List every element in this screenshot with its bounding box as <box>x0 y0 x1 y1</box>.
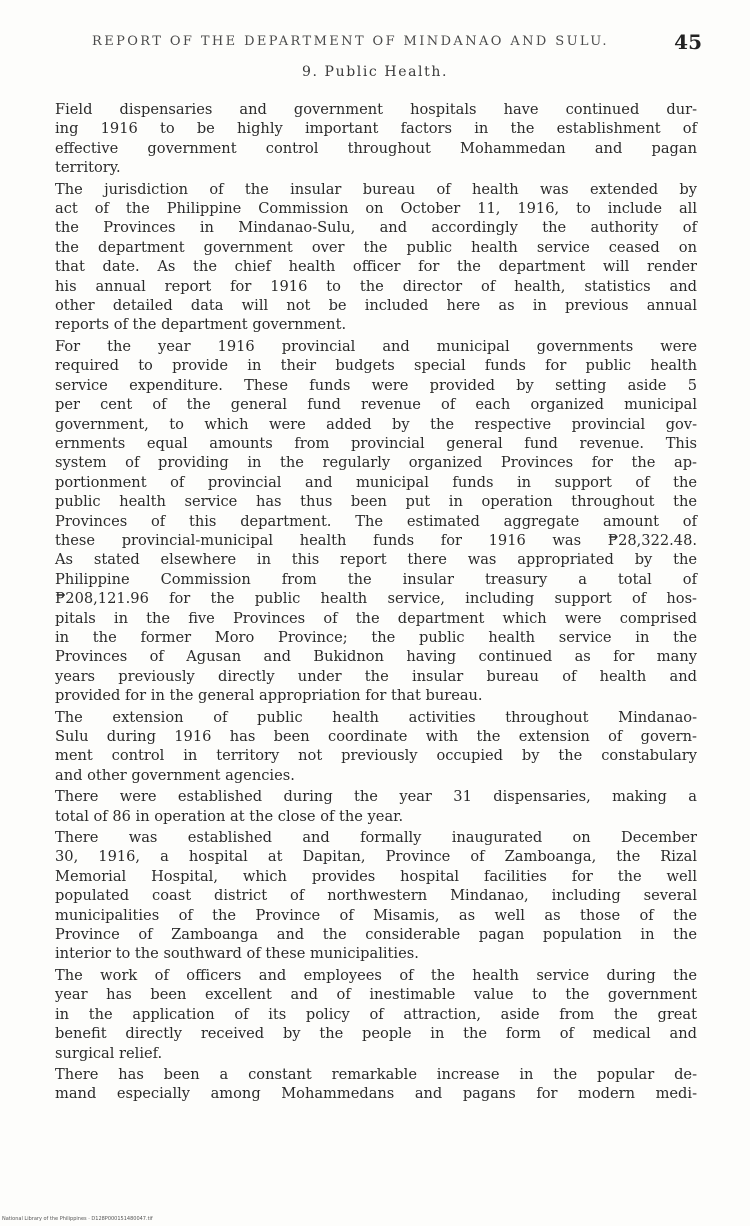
text-line: interior to the southward of these municipalities. <box>55 945 419 963</box>
text-line: municipalities of the Province of Misamis, as well as those of the <box>55 906 697 924</box>
text-line: the department government over the public health service ceased on <box>55 238 697 256</box>
text-line: For the year 1916 provincial and municipal governments were <box>55 337 697 355</box>
text-line: total of 86 in operation at the close of the year. <box>55 807 404 825</box>
text-line: Province of Zamboanga and the considerable pagan population in the <box>55 926 697 944</box>
text-line: Memorial Hospital, which provides hospital facilities for the well <box>55 867 697 885</box>
text-line: mand especially among Mohammedans and pagans for modern medi- <box>55 1085 697 1103</box>
text-line: pitals in the five Provinces of the department which were comprised <box>55 609 697 627</box>
text-line: per cent of the general fund revenue of each organized municipal <box>55 396 697 414</box>
text-line: The extension of public health activities throughout Mindanao- <box>55 708 697 726</box>
text-line: ₱208,121.96 for the public health service, including support of hos- <box>55 590 697 608</box>
text-line: that date. As the chief health officer for the department will render <box>55 258 697 276</box>
text-line: ment control in territory not previously occupied by the constabulary <box>55 747 697 765</box>
text-line: benefit directly received by the people in the form of medical and <box>55 1025 697 1043</box>
text-line: populated coast district of northwestern Mindanao, including several <box>55 887 697 905</box>
section-title: 9. Public Health. <box>301 64 449 80</box>
paragraph <box>55 180 697 335</box>
text-line: the Provinces in Mindanao-Sulu, and accordingly the authority of <box>55 219 697 237</box>
text-line: The jurisdiction of the insular bureau of health was extended by <box>55 180 697 198</box>
text-line: The work of officers and employees of the health service during the <box>55 966 697 984</box>
paragraph <box>55 337 697 706</box>
text-line: reports of the department government. <box>55 316 347 334</box>
paragraph <box>55 966 697 1063</box>
text-line: in the application of its policy of attraction, aside from the great <box>55 1005 697 1023</box>
paragraph <box>55 828 697 964</box>
running-header <box>92 30 702 54</box>
scan-credit: National Library of the Philippines · D128P000151480047.tif <box>2 1216 153 1222</box>
text-line: There were established during the year 31 dispensaries, making a <box>55 788 697 806</box>
text-line: surgical relief. <box>55 1044 163 1062</box>
body-text <box>55 100 697 1106</box>
text-line: ing 1916 to be highly important factors in the establishment of <box>55 120 697 138</box>
text-line: Provinces of Agusan and Bukidnon having continued as for many <box>55 648 697 666</box>
text-line: 30, 1916, a hospital at Dapitan, Province of Zamboanga, the Rizal <box>55 848 697 866</box>
text-line: As stated elsewhere in this report there was appropriated by the <box>55 551 697 569</box>
text-line: these provincial-municipal health funds for 1916 was ₱28,322.48. <box>55 531 697 549</box>
paragraph <box>55 708 697 786</box>
text-line: and other government agencies. <box>55 766 295 784</box>
page-number: 45 <box>674 30 702 54</box>
text-line: portionment of provincial and municipal funds in support of the <box>55 473 697 491</box>
text-line: required to provide in their budgets special funds for public health <box>55 357 697 375</box>
text-line: territory. <box>55 159 121 177</box>
paragraph <box>55 100 697 178</box>
text-line: system of providing in the regularly organized Provinces for the ap- <box>55 454 697 472</box>
text-line: effective government control throughout Mohammedan and pagan <box>55 139 697 157</box>
text-line: provided for in the general appropriation for that bureau. <box>55 687 483 705</box>
text-line: Field dispensaries and government hospitals have continued dur- <box>55 101 697 118</box>
text-line: Provinces of this department. The estimated aggregate amount of <box>55 512 697 530</box>
text-line: public health service has thus been put in operation throughout the <box>55 493 697 511</box>
running-title: REPORT OF THE DEPARTMENT OF MINDANAO AND SULU. <box>92 34 609 49</box>
text-line: There has been a constant remarkable increase in the popular de- <box>55 1065 697 1083</box>
text-line: years previously directly under the insular bureau of health and <box>55 667 697 685</box>
text-line: year has been excellent and of inestimable value to the government <box>55 986 697 1004</box>
text-line: government, to which were added by the respective provincial gov- <box>55 415 697 433</box>
text-line: ernments equal amounts from provincial general fund revenue. This <box>55 434 697 452</box>
text-line: service expenditure. These funds were provided by setting aside 5 <box>55 376 697 394</box>
text-line: other detailed data will not be included here as in previous annual <box>55 297 697 315</box>
text-line: in the former Moro Province; the public health service in the <box>55 628 697 646</box>
text-line: act of the Philippine Commission on October 11, 1916, to include all <box>55 200 697 218</box>
text-line: his annual report for 1916 to the director of health, statistics and <box>55 277 697 295</box>
text-line: Philippine Commission from the insular treasury a total of <box>55 570 697 588</box>
text-line: There was established and formally inaugurated on December <box>55 829 697 847</box>
paragraph <box>55 787 697 826</box>
text-line: Sulu during 1916 has been coordinate with the extension of govern- <box>55 728 697 745</box>
paragraph <box>55 1065 697 1104</box>
